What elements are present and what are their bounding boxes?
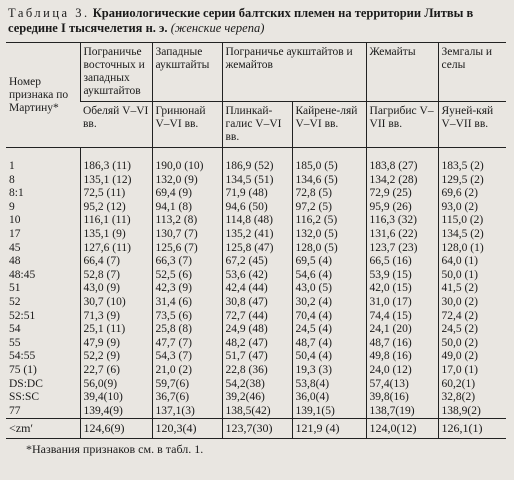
table-cell: 64,0 (1) [438, 255, 506, 269]
table-cell: 69,5 (4) [292, 255, 366, 269]
table-cell: 47,9 (9) [80, 337, 152, 351]
table-cell: 48,7 (4) [292, 337, 366, 351]
table-cell: 183,8 (27) [366, 160, 438, 174]
table-row [6, 350, 506, 364]
table-cell: 114,8 (48) [222, 214, 292, 228]
table-cell: 139,4(9) [80, 405, 152, 419]
table-row [6, 255, 506, 269]
table-cell: 36,7(6) [152, 391, 222, 405]
table-cell: 94,1 (8) [152, 201, 222, 215]
table-cell: 73,5 (6) [152, 310, 222, 324]
table-cell: 135,2 (41) [222, 228, 292, 242]
table-cell: 21,0 (2) [152, 364, 222, 378]
table-cell: 56,0(9) [80, 378, 152, 392]
caption-title: Краниологические серии балтских племен на территории Литвы в середине I тысячелетия н. э. [8, 6, 474, 35]
table-cell: 137,1(3) [152, 405, 222, 419]
table-cell: 186,9 (52) [222, 160, 292, 174]
table-cell: 139,1(5) [292, 405, 366, 419]
table-cell: 36,0(4) [292, 391, 366, 405]
table-cell: 30,7 (10) [80, 296, 152, 310]
table-cell: 72,8 (5) [292, 187, 366, 201]
table-cell: 134,6 (5) [292, 174, 366, 188]
row-label: <zm′ [6, 419, 80, 439]
footnote: *Названия признаков см. в табл. 1. [26, 441, 204, 456]
table-cell: 53,8(4) [292, 378, 366, 392]
table-cell: 42,3 (9) [152, 282, 222, 296]
caption-note: (женские черепа) [170, 21, 265, 35]
table-cell: 132,0 (9) [152, 174, 222, 188]
table-cell: 94,6 (50) [222, 201, 292, 215]
table-cell: 53,9 (15) [366, 269, 438, 283]
header-group-aukstaitians-samogitians: Пограничье аукштайтов и жемайтов [222, 43, 366, 102]
table-cell: 128,0 (1) [438, 242, 506, 256]
table-cell: 95,9 (26) [366, 201, 438, 215]
table-cell: 50,0 (1) [438, 269, 506, 283]
row-label: 9 [9, 200, 15, 213]
row-label: 55 [9, 336, 21, 349]
table-cell: 30,0 (2) [438, 296, 506, 310]
table-cell: 25,1 (11) [80, 323, 152, 337]
row-label: DS:DC [9, 377, 43, 390]
table-cell: 60,2(1) [438, 378, 506, 392]
table-cell: 48,2 (47) [222, 337, 292, 351]
table-cell: 72,7 (44) [222, 310, 292, 324]
table-cell: 134,5 (51) [222, 174, 292, 188]
table-row [6, 323, 506, 337]
table-cell: 116,1 (11) [80, 214, 152, 228]
table-cell: 50,0 (2) [438, 337, 506, 351]
table-cell: 17,0 (1) [438, 364, 506, 378]
table-cell: 66,5 (16) [366, 255, 438, 269]
table-row [6, 201, 506, 215]
table-row [6, 214, 506, 228]
table-cell: 125,8 (47) [222, 242, 292, 256]
row-label: 8:1 [9, 187, 24, 200]
table-row [6, 228, 506, 242]
table-cell: 124,6(9) [80, 419, 152, 439]
table-row [6, 364, 506, 378]
table-cell: 52,8 (7) [80, 269, 152, 283]
table-cell: 24,5 (4) [292, 323, 366, 337]
table-cell: 47,7 (7) [152, 337, 222, 351]
table-cell: 138,5(42) [222, 405, 292, 419]
table-row [6, 310, 506, 324]
table-cell: 130,7 (7) [152, 228, 222, 242]
table-cell: 190,0 (10) [152, 160, 222, 174]
table-cell: 69,6 (2) [438, 187, 506, 201]
table-caption [8, 6, 508, 36]
table-row [6, 269, 506, 283]
row-label: 52 [9, 295, 21, 308]
table-row [6, 160, 506, 174]
table-cell: 93,0 (2) [438, 201, 506, 215]
table-cell: 72,4 (2) [438, 310, 506, 324]
row-label: 48 [9, 255, 21, 268]
table-cell: 71,9 (48) [222, 187, 292, 201]
table-cell: 131,6 (22) [366, 228, 438, 242]
table-row [6, 391, 506, 405]
table-cell: 126,1(1) [438, 419, 506, 439]
header-site-griniunai: Гринюнай V–VI вв. [152, 102, 222, 148]
table-cell: 54,2(38) [222, 378, 292, 392]
table-cell: 39,2(46) [222, 391, 292, 405]
craniology-table [6, 42, 506, 439]
row-label: 45 [9, 241, 21, 254]
table-cell: 138,7(19) [366, 405, 438, 419]
table-cell: 121,9 (4) [292, 419, 366, 439]
table-cell: 183,5 (2) [438, 160, 506, 174]
row-label: 48:45 [9, 268, 36, 281]
table-cell: 42,0 (15) [366, 282, 438, 296]
header-site-pagribis: Пагрибис V–VII вв. [366, 102, 438, 148]
header-group-east-west-aukstaitians: Пограничье восточных и западных аукштайтов [80, 43, 152, 102]
table-cell: 43,0 (9) [80, 282, 152, 296]
table-cell: 95,2 (12) [80, 201, 152, 215]
header-site-plinkaigalis: Плинкай-галис V–VI вв. [222, 102, 292, 148]
table-cell: 43,0 (5) [292, 282, 366, 296]
table-cell: 59,7(6) [152, 378, 222, 392]
table-row [6, 282, 506, 296]
table-cell: 48,7 (16) [366, 337, 438, 351]
header-rowlabel: Номер признака по Мартину* [6, 43, 80, 148]
table-cell: 66,3 (7) [152, 255, 222, 269]
table-cell: 128,0 (5) [292, 242, 366, 256]
table-cell: 123,7 (23) [366, 242, 438, 256]
table-row [6, 296, 506, 310]
header-site-obeliai: Обеляй V–VI вв. [80, 102, 152, 148]
table-cell: 49,8 (16) [366, 350, 438, 364]
table-cell: 41,5 (2) [438, 282, 506, 296]
spacer-row [6, 148, 506, 161]
table-cell: 185,0 (5) [292, 160, 366, 174]
table-cell: 52,5 (6) [152, 269, 222, 283]
table-cell: 70,4 (4) [292, 310, 366, 324]
table-cell: 52,2 (9) [80, 350, 152, 364]
table-cell: 24,1 (20) [366, 323, 438, 337]
table-cell: 49,0 (2) [438, 350, 506, 364]
table-cell: 138,9(2) [438, 405, 506, 419]
row-label: 54 [9, 323, 21, 336]
table-cell: 25,8 (8) [152, 323, 222, 337]
header-group-samogitians: Жемайты [366, 43, 438, 102]
table-row [6, 187, 506, 201]
table-cell: 132,0 (5) [292, 228, 366, 242]
row-label: 52:51 [9, 309, 36, 322]
table-cell: 66,4 (7) [80, 255, 152, 269]
row-label: 75 (1) [9, 363, 37, 376]
table-body [6, 148, 506, 439]
table-cell: 42,4 (44) [222, 282, 292, 296]
header-group-west-aukstaitians: Западные аукштайты [152, 43, 222, 102]
header-site-jauneikiai: Яуней-кяй V–VII вв. [438, 102, 506, 148]
row-label: 8 [9, 173, 15, 186]
row-label: 1 [9, 160, 15, 172]
table-cell: 54,3 (7) [152, 350, 222, 364]
table-row [6, 405, 506, 419]
table-cell: 74,4 (15) [366, 310, 438, 324]
table-cell: 127,6 (11) [80, 242, 152, 256]
caption-lead: Таблица 3. [8, 6, 90, 20]
table-cell: 116,2 (5) [292, 214, 366, 228]
table-cell: 115,0 (2) [438, 214, 506, 228]
table-cell: 39,8(16) [366, 391, 438, 405]
table-cell: 24,0 (12) [366, 364, 438, 378]
header-site-kairenai: Кайрене-ляй V–VI вв. [292, 102, 366, 148]
table-cell: 135,1 (12) [80, 174, 152, 188]
table-cell: 30,8 (47) [222, 296, 292, 310]
table-cell: 72,9 (25) [366, 187, 438, 201]
table-cell: 134,5 (2) [438, 228, 506, 242]
table-cell: 186,3 (11) [80, 160, 152, 174]
table-row [6, 337, 506, 351]
row-label: 10 [9, 214, 21, 227]
table-cell: 72,5 (11) [80, 187, 152, 201]
table-cell: 24,5 (2) [438, 323, 506, 337]
table-cell: 53,6 (42) [222, 269, 292, 283]
table-row [6, 378, 506, 392]
table-cell: 125,6 (7) [152, 242, 222, 256]
table-cell: 39,4(10) [80, 391, 152, 405]
table-cell: 129,5 (2) [438, 174, 506, 188]
table-cell: 19,3 (3) [292, 364, 366, 378]
table-cell: 69,4 (9) [152, 187, 222, 201]
table-cell: 116,3 (32) [366, 214, 438, 228]
table-row [6, 174, 506, 188]
table-cell: 135,1 (9) [80, 228, 152, 242]
table-cell: 31,4 (6) [152, 296, 222, 310]
table-cell: 31,0 (17) [366, 296, 438, 310]
table-cell: 50,4 (4) [292, 350, 366, 364]
table-row [6, 242, 506, 256]
header-group-semigallians-selonians: Земгалы и селы [438, 43, 506, 102]
table-cell: 24,9 (48) [222, 323, 292, 337]
table-cell: 32,8(2) [438, 391, 506, 405]
table-cell: 51,7 (47) [222, 350, 292, 364]
row-label: 51 [9, 282, 21, 295]
row-label: 54:55 [9, 350, 36, 363]
table-cell: 120,3(4) [152, 419, 222, 439]
table-cell: 97,2 (5) [292, 201, 366, 215]
table-cell: 71,3 (9) [80, 310, 152, 324]
row-label: 17 [9, 227, 21, 240]
table-cell: 123,7(30) [222, 419, 292, 439]
table-cell: 67,2 (45) [222, 255, 292, 269]
table-total-row [6, 419, 506, 439]
table-cell: 113,2 (8) [152, 214, 222, 228]
table-cell: 134,2 (28) [366, 174, 438, 188]
table-cell: 22,8 (36) [222, 364, 292, 378]
row-label: 77 [9, 404, 21, 417]
table-cell: 124,0(12) [366, 419, 438, 439]
table-cell: 22,7 (6) [80, 364, 152, 378]
table-cell: 54,6 (4) [292, 269, 366, 283]
row-label: SS:SC [9, 391, 40, 404]
table-cell: 57,4(13) [366, 378, 438, 392]
table-cell: 30,2 (4) [292, 296, 366, 310]
